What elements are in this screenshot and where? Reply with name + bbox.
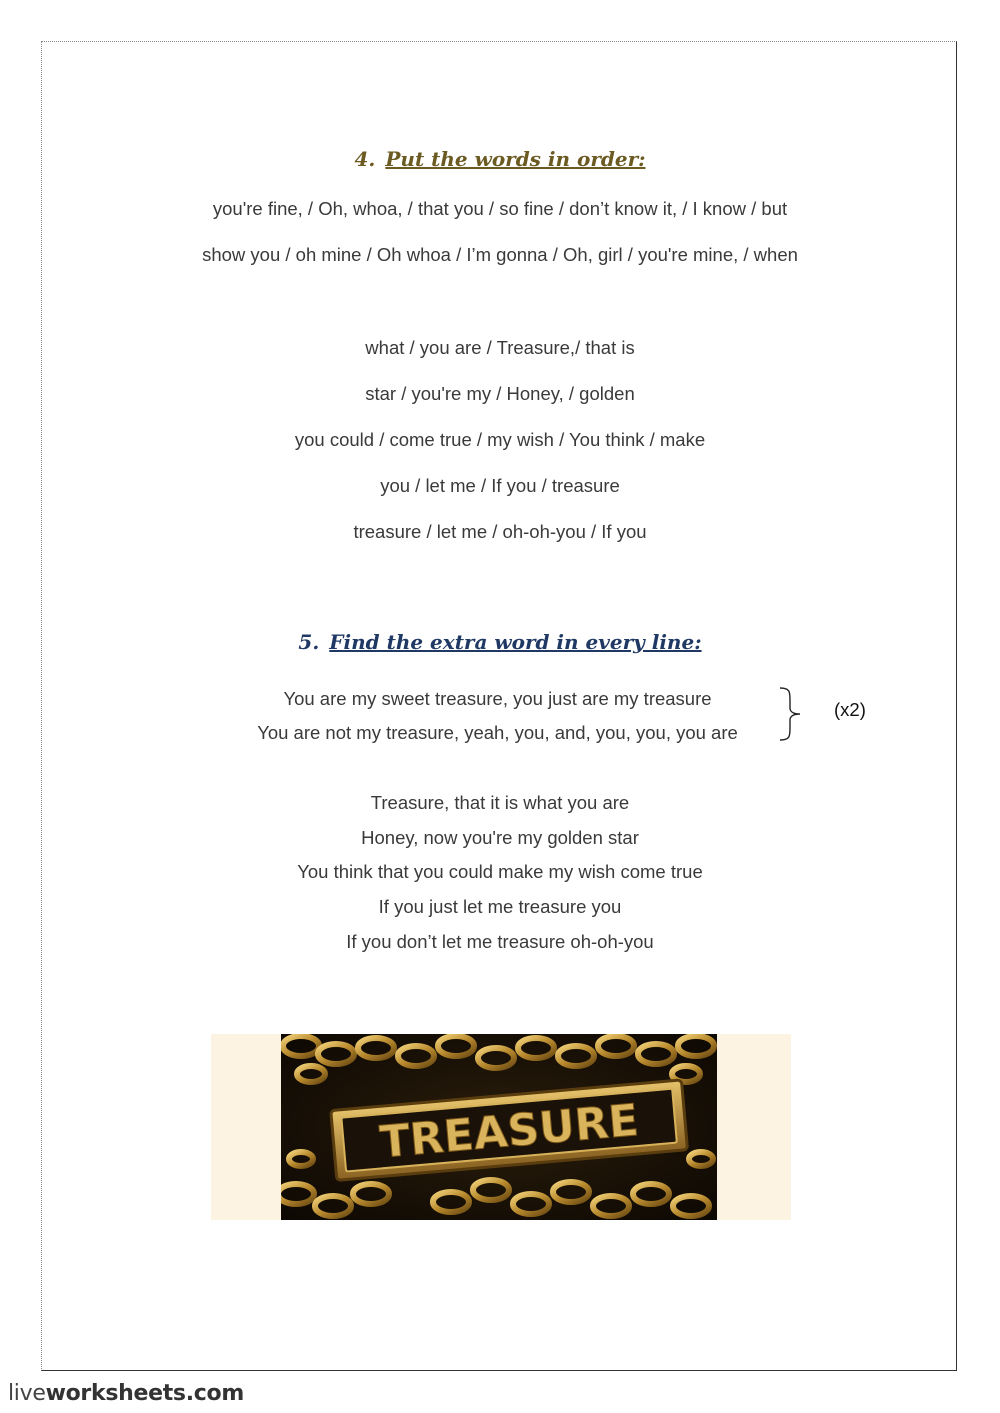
word-order-line: you / let me / If you / treasure xyxy=(380,475,620,496)
extra-word-line: Honey, now you're my golden star xyxy=(361,827,639,848)
extra-word-line: You think that you could make my wish come true xyxy=(297,861,703,882)
word-order-line: treasure / let me / oh-oh-you / If you xyxy=(353,521,647,542)
exercise-4-number: 4. xyxy=(354,147,376,171)
word-order-line: what / you are / Treasure,/ that is xyxy=(365,337,635,358)
repeat-label: (x2) xyxy=(834,699,866,720)
word-order-line: show you / oh mine / Oh whoa / I’m gonna / Oh, girl / you're mine, / when xyxy=(202,244,798,265)
logo-worksheets: worksheets xyxy=(45,1381,186,1406)
word-order-line: star / you're my / Honey, / golden xyxy=(365,383,635,404)
chorus-line: You are not my treasure, yeah, you, and, you, you, you are xyxy=(257,722,738,743)
treasure-plaque-photo xyxy=(281,1034,717,1220)
extra-word-line: If you don’t let me treasure oh-oh-you xyxy=(346,931,654,952)
word-order-line: you could / come true / my wish / You think / make xyxy=(294,429,706,450)
extra-word-line: Treasure, that it is what you are xyxy=(370,792,630,813)
curly-brace-icon xyxy=(776,686,806,742)
gold-chains-illustration xyxy=(281,1034,717,1220)
exercise-5-number: 5. xyxy=(298,630,320,654)
word-order-line: you're fine, / Oh, whoa, / that you / so fine / don’t know it, / I know / but xyxy=(212,198,788,219)
exercise-5-title: Find the extra word in every line: xyxy=(329,630,702,654)
exercise-5-heading xyxy=(0,630,1000,654)
logo-suffix: .com xyxy=(185,1381,244,1406)
exercise-4-title: Put the words in order: xyxy=(385,147,646,171)
plaque-text: TREASURE xyxy=(377,1094,641,1169)
extra-word-line: If you just let me treasure you xyxy=(378,896,622,917)
logo-live: live xyxy=(8,1381,46,1406)
exercise-4-heading xyxy=(0,147,1000,171)
chorus-line: You are my sweet treasure, you just are my treasure xyxy=(283,688,712,709)
liveworksheets-logo[interactable] xyxy=(8,1381,244,1406)
treasure-image-frame xyxy=(211,1034,791,1220)
